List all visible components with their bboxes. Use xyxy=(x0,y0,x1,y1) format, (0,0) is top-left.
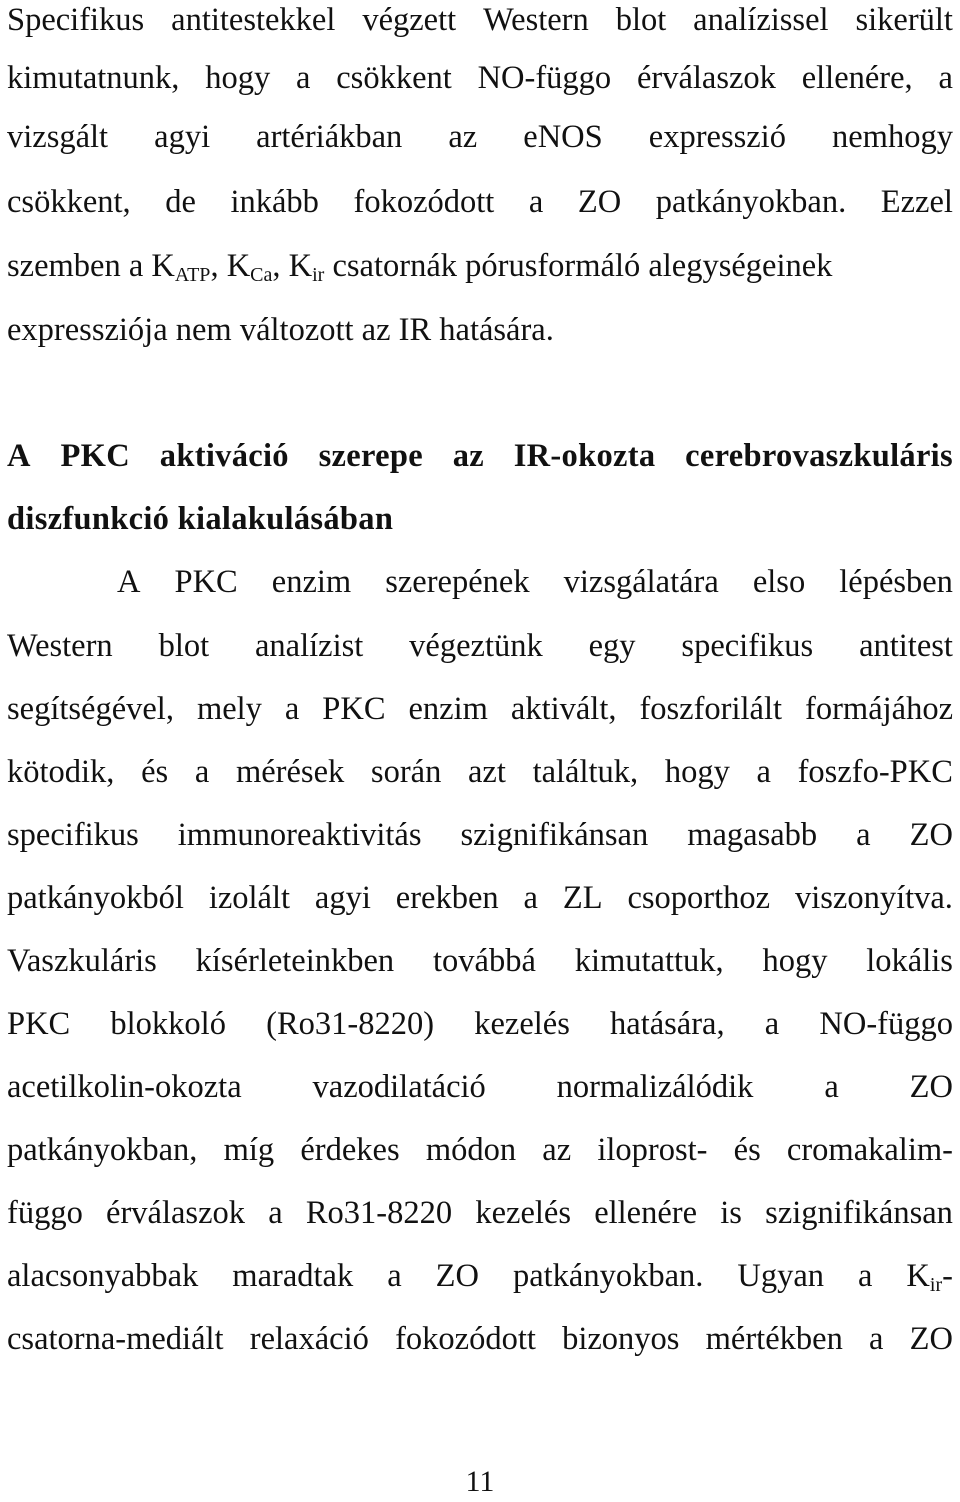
word: immunoreaktivitás xyxy=(177,817,422,853)
word: PKC xyxy=(174,564,238,600)
word: alacsonyabbak xyxy=(7,1258,199,1294)
word: ZO xyxy=(577,184,622,220)
word: az xyxy=(452,438,484,474)
word: a xyxy=(764,1006,780,1042)
word: eNOS xyxy=(523,119,603,155)
word: maradtak xyxy=(232,1258,354,1294)
word: kezelés xyxy=(474,1006,570,1042)
word: Ugyan xyxy=(737,1258,825,1294)
word: specifikus xyxy=(7,817,139,853)
word: során xyxy=(370,754,442,790)
word: fokozódott xyxy=(395,1321,536,1357)
word: patkányokban. xyxy=(655,184,847,220)
subscript: Ca xyxy=(250,264,273,286)
word: agyi xyxy=(154,119,211,155)
word: kötodik, xyxy=(7,754,115,790)
word: a xyxy=(387,1258,402,1294)
word: érválaszok xyxy=(636,60,776,96)
word: függo xyxy=(7,1195,83,1231)
word: kimutatnunk, xyxy=(7,60,180,96)
word: antitestekkel xyxy=(171,2,336,38)
word: hogy xyxy=(205,60,271,96)
word: szignifikánsan xyxy=(460,817,649,853)
word: Western xyxy=(483,2,589,38)
word: míg xyxy=(223,1132,275,1168)
word: A xyxy=(7,438,31,474)
word: egy xyxy=(588,628,636,664)
word: azt xyxy=(468,754,506,790)
word: blot xyxy=(615,2,667,38)
section-heading xyxy=(7,436,953,476)
word: enzim xyxy=(271,564,352,600)
paragraph-line xyxy=(7,941,953,981)
word: érdekes xyxy=(300,1132,400,1168)
paragraph-line-subscripts xyxy=(7,246,953,286)
word: módon xyxy=(425,1132,517,1168)
word: vazodilatáció xyxy=(312,1069,486,1105)
word: bizonyos xyxy=(562,1321,680,1357)
word: patkányokból xyxy=(7,880,184,916)
word: és xyxy=(733,1132,761,1168)
word: a xyxy=(194,754,210,790)
word: foszfo-PKC xyxy=(797,754,953,790)
word: a xyxy=(523,880,538,916)
word: enzim xyxy=(408,691,488,727)
word: artériákban xyxy=(256,119,403,155)
word: (Ro31-8220) xyxy=(266,1006,435,1042)
word: aktivált, xyxy=(510,691,617,727)
word: mérések xyxy=(235,754,345,790)
word: hogy xyxy=(762,943,828,979)
word: blokkoló xyxy=(110,1006,226,1042)
word: szerepe xyxy=(318,438,423,474)
paragraph-line xyxy=(7,878,953,918)
word: kísérleteinkben xyxy=(195,943,395,979)
word: viszonyítva. xyxy=(794,880,953,916)
word: vizsgált xyxy=(7,119,109,155)
subscript: ir xyxy=(929,1274,943,1296)
word: Ezzel xyxy=(880,184,953,220)
word: segítségével, xyxy=(7,691,174,727)
word: specifikus xyxy=(681,628,814,664)
word: Vaszkuláris xyxy=(7,943,157,979)
word: csatorna-mediált xyxy=(7,1321,224,1357)
word: lokális xyxy=(866,943,953,979)
word: végzett xyxy=(362,2,457,38)
word: aktiváció xyxy=(159,438,289,474)
word: a xyxy=(528,184,544,220)
word: ellenére, xyxy=(801,60,913,96)
word: relaxáció xyxy=(249,1321,369,1357)
word: PKC xyxy=(322,691,386,727)
word: nemhogy xyxy=(832,119,953,155)
word: szignifikánsan xyxy=(765,1195,953,1231)
word: ZO xyxy=(909,817,953,853)
word: patkányokban. xyxy=(512,1258,704,1294)
paragraph-line xyxy=(7,182,953,222)
word: vizsgálatára xyxy=(563,564,719,600)
word: lépésben xyxy=(839,564,953,600)
word: de xyxy=(165,184,196,220)
word: normalizálódik xyxy=(556,1069,754,1105)
word: ZL xyxy=(562,880,603,916)
word: hatására, xyxy=(610,1006,725,1042)
word: $K_{ir}-$ xyxy=(906,1258,953,1296)
word: is xyxy=(720,1195,742,1231)
word: antitest xyxy=(859,628,953,664)
word: a xyxy=(268,1195,283,1231)
paragraph-line xyxy=(7,58,953,98)
word: találtuk, xyxy=(532,754,639,790)
paragraph-line xyxy=(7,626,953,666)
word: kezelés xyxy=(475,1195,571,1231)
word: formájához xyxy=(805,691,953,727)
word: PKC xyxy=(7,1006,71,1042)
word: érválaszok xyxy=(106,1195,245,1231)
paragraph-line: expressziója nem változott az IR hatására. xyxy=(7,312,554,348)
paragraph-line-subscript xyxy=(7,1256,953,1296)
word: A xyxy=(117,564,141,600)
section-heading: diszfunkció kialakulásában xyxy=(7,501,394,537)
word: erekben xyxy=(395,880,499,916)
word: blot xyxy=(158,628,210,664)
word: cerebrovaszkuláris xyxy=(685,438,953,474)
paragraph-line xyxy=(7,752,953,792)
word: hogy xyxy=(664,754,730,790)
paragraph-line xyxy=(7,1067,953,1107)
word: ZO xyxy=(909,1321,953,1357)
word: agyi xyxy=(314,880,371,916)
word: a xyxy=(296,60,311,96)
word: PKC xyxy=(60,438,131,474)
word: sikerült xyxy=(855,2,953,38)
word: Ro31-8220 xyxy=(305,1195,453,1231)
word: az xyxy=(448,119,478,155)
word: az xyxy=(542,1132,572,1168)
word: a xyxy=(856,817,871,853)
word: analízissel xyxy=(693,2,829,38)
word: ZO xyxy=(435,1258,479,1294)
subscript: ir xyxy=(312,264,325,286)
word: a xyxy=(756,754,771,790)
word: csoporthoz xyxy=(627,880,771,916)
word: ZO xyxy=(909,1069,953,1105)
paragraph-line xyxy=(7,0,953,40)
word: mértékben xyxy=(705,1321,843,1357)
paragraph-line xyxy=(7,1193,953,1233)
word: izolált xyxy=(208,880,291,916)
paragraph-line xyxy=(7,1004,953,1044)
word: a xyxy=(824,1069,839,1105)
word: elso xyxy=(752,564,806,600)
word: kimutattuk, xyxy=(574,943,724,979)
word: iloprost- xyxy=(597,1132,708,1168)
word: a xyxy=(858,1258,873,1294)
word: végeztünk xyxy=(409,628,543,664)
word: magasabb xyxy=(687,817,818,853)
word: fokozódott xyxy=(353,184,495,220)
word: csökkent xyxy=(336,60,452,96)
word: szerepének xyxy=(385,564,530,600)
paragraph-line xyxy=(7,117,953,157)
paragraph-line xyxy=(7,1319,953,1359)
word: és xyxy=(141,754,169,790)
word: Specifikus xyxy=(7,2,145,38)
word: expresszió xyxy=(648,119,786,155)
word: patkányokban, xyxy=(7,1132,198,1168)
word: a xyxy=(284,691,300,727)
word: analízist xyxy=(255,628,364,664)
word: inkább xyxy=(230,184,319,220)
word: ellenére xyxy=(594,1195,698,1231)
paragraph-line xyxy=(7,689,953,729)
word: NO-függo xyxy=(477,60,612,96)
word: mely xyxy=(196,691,262,727)
word: Western xyxy=(7,628,113,664)
word: acetilkolin-okozta xyxy=(7,1069,242,1105)
subscript: ATP xyxy=(174,264,211,286)
word: a xyxy=(869,1321,884,1357)
word: cromakalim- xyxy=(786,1132,953,1168)
word: a xyxy=(938,60,953,96)
word: foszforilált xyxy=(639,691,783,727)
word: IR-okozta xyxy=(513,438,656,474)
page-number: 11 xyxy=(465,1465,495,1498)
word: csökkent, xyxy=(7,184,131,220)
text-segment: szemben a $K_{ATP}$, $K_{Ca}$, $K_{ir}$ csatornák pórusformáló alegységeinek xyxy=(7,248,833,286)
word: továbbá xyxy=(433,943,536,979)
paragraph-line xyxy=(7,815,953,855)
paragraph-line xyxy=(7,1130,953,1170)
word: NO-függo xyxy=(819,1006,953,1042)
paragraph-line xyxy=(117,562,953,602)
